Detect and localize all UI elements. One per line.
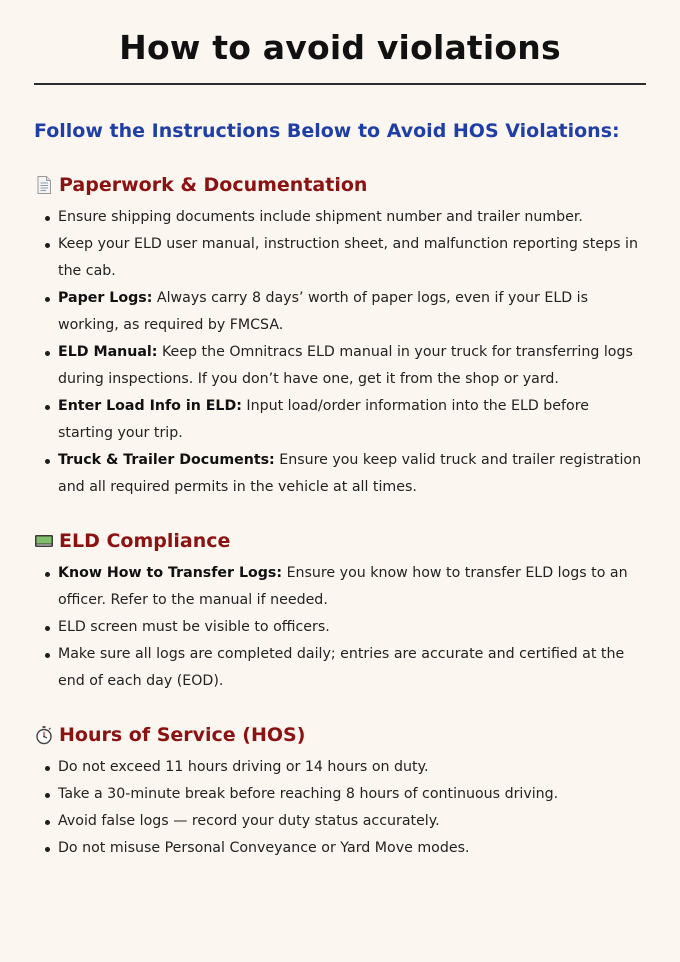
item-text: Ensure shipping documents include shipment number and trailer number. (58, 209, 583, 225)
section-title: ELD Compliance (59, 530, 231, 552)
list-item (58, 835, 646, 862)
list-item (58, 447, 646, 501)
title-divider (34, 83, 646, 85)
list-item (58, 754, 646, 781)
item-text: Do not exceed 11 hours driving or 14 hours on duty. (58, 759, 429, 775)
item-lead: ELD Manual: (58, 344, 158, 360)
item-lead: Truck & Trailer Documents: (58, 452, 275, 468)
list-item (58, 614, 646, 641)
item-text: Input load/order information into the ELD before starting your trip. (58, 398, 589, 441)
list-item (58, 781, 646, 808)
page-title: How to avoid violations (119, 28, 561, 67)
item-text: Take a 30-minute break before reaching 8 hours of continuous driving. (58, 786, 559, 802)
item-lead: Enter Load Info in ELD: (58, 398, 242, 414)
page-facing-up-icon (34, 175, 54, 195)
item-text: Make sure all logs are completed daily; entries are accurate and certified at the end of each day (EOD). (58, 646, 625, 689)
item-text: Ensure you know how to transfer ELD logs to an officer. Refer to the manual if needed. (58, 565, 628, 608)
stopwatch-icon (34, 725, 54, 745)
item-text: ELD screen must be visible to officers. (58, 619, 330, 635)
item-text: Do not misuse Personal Conveyance or Yard Move modes. (58, 840, 470, 856)
list-item (58, 641, 646, 695)
eld-list (34, 560, 646, 695)
section-heading-eld (34, 529, 646, 553)
list-item (58, 285, 646, 339)
document (34, 0, 646, 862)
device-screen-icon (34, 531, 54, 551)
intro-heading: Follow the Instructions Below to Avoid HOS Violations: (34, 120, 620, 142)
item-lead: Know How to Transfer Logs: (58, 565, 283, 581)
hos-list (34, 754, 646, 862)
section-title: Hours of Service (HOS) (59, 724, 306, 746)
list-item (58, 204, 646, 231)
list-item (58, 560, 646, 614)
item-lead: Paper Logs: (58, 290, 153, 306)
list-item (58, 231, 646, 285)
list-item (58, 339, 646, 393)
paperwork-list (34, 204, 646, 501)
section-heading-paperwork (34, 173, 646, 197)
section-paperwork (34, 173, 646, 501)
list-item (58, 808, 646, 835)
list-item (58, 393, 646, 447)
section-hours-of-service (34, 723, 646, 862)
item-text: Avoid false logs — record your duty status accurately. (58, 813, 440, 829)
item-text: Keep the Omnitracs ELD manual in your truck for transferring logs during inspections. If you don’t have one, get it from the shop or yard. (58, 344, 633, 387)
section-eld-compliance (34, 529, 646, 695)
item-text: Always carry 8 days’ worth of paper logs, even if your ELD is working, as required by FMCSA. (58, 290, 589, 333)
item-text: Keep your ELD user manual, instruction sheet, and malfunction reporting steps in the cab. (58, 236, 638, 279)
section-title: Paperwork & Documentation (59, 174, 368, 196)
section-heading-hos (34, 723, 646, 747)
item-text: Ensure you keep valid truck and trailer registration and all required permits in the vehicle at all times. (58, 452, 642, 495)
